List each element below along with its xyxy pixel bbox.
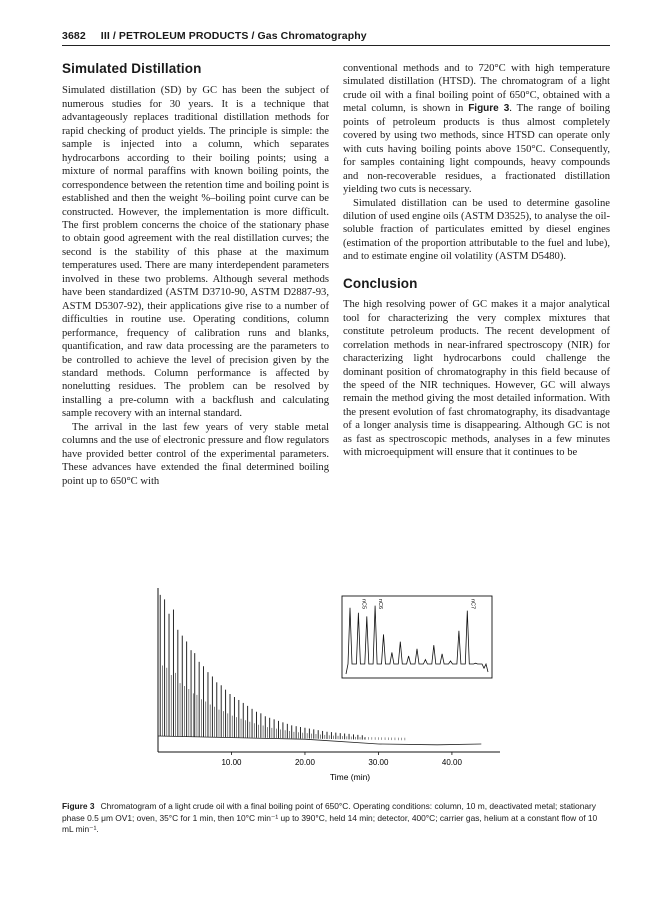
paragraph: The high resolving power of GC makes it a major analytical tool for characterizing the very complex mixtures that constitute petroleum products. The recent development of correlation methods in near-infrared spectroscopy (NIR) for characterizing light hydrocarbons could challenge the dominant position of chromatography in this field because of the speed of the NIR techniques. However, GC will always remain the method giving the most detailed information. With the present evolution of fast chromatography, its disadvantage of a longer analysis time is disappearing. Although GC is not as fast as spectroscopic methods, analyses in a few minutes with microequipment will ensure that it continues to be (343, 299, 610, 459)
x-tick-label: 30.00 (368, 758, 389, 767)
figure-reference-link[interactable]: Figure 3 (468, 103, 510, 115)
section-heading-conclusion: Conclusion (343, 275, 418, 291)
paragraph: Simulated distillation (SD) by GC has been the subject of numerous studies for 30 years. It is a technique that advantageously replaces traditional distillation methods for rapid checking of product yields. The principle is simple: the sample is injected into a column, which separates hydrocarbons according to their boiling points; using a mixture of normal paraffins with known boiling points, the correspondence between the retention time and boiling point is established and then the weight %–boiling point curve can be constructed. However, the implementation is more difficult. The first problem concerns the choice of the stationary phase to obtain good agreement with the real distillation curves; the second is the stability of this phase at the maximum temperatures used. There are many interdependent parameters involved in these two problems. Although several methods have been standardized (ASTM D3710-90, ASTM D2887-93, ASTM D5307-92), their applications give rise to a number of difficulties in routine use. Operating conditions, column performance, frequency of calibration runs and blanks, quantification, and raw data processing are the parameters to be controlled to achieve the level of precision given by the standard methods. Column performance is affected by nonelutting residues. The problem can be resolved by installing a pre-column with a backflush and calculating sample recovery with an internal standard. (62, 85, 329, 420)
chart-inset (342, 596, 492, 678)
caption-label: Figure 3 (62, 801, 95, 811)
figure-caption (62, 801, 610, 836)
x-axis-label: Time (min) (329, 772, 371, 782)
page-number: 3682 (62, 30, 86, 42)
baseline-trace (158, 736, 481, 745)
inset-peak-label: nC5 (360, 599, 367, 610)
x-tick-label: 20.00 (294, 758, 315, 767)
left-column (62, 62, 329, 488)
paragraph: Simulated distillation can be used to determine gasoline dilution of used engine oils (ASTM D3525), to analyse the oil-soluble fraction of particulates emitted by diesel engines (estimation of the proportion attributable to the fuel and lube), and to estimate engine oil volatility (ASTM D5480). (343, 197, 610, 263)
inset-peak-label: nC7 (469, 599, 476, 610)
inset-peak-label: nC6 (377, 599, 384, 610)
right-column (343, 62, 610, 460)
paragraph: The arrival in the last few years of very stable metal columns and the use of electronic pressure and flow regulators have provided better control of the experimental parameters. These advances have extended the final determined boiling point up to 650°C with (62, 421, 329, 487)
chromatogram-figure (150, 584, 510, 784)
section-title: III / PETROLEUM PRODUCTS / Gas Chromatography (100, 30, 367, 42)
paragraph: conventional methods and to 720°C with high temperature simulated distillation (HTSD). The chromatogram of a light crude oil with a final boiling point of 650°C, obtained with a metal column, is shown in Figure 3. The range of boiling points of petroleum products is thus almost completely covered by using two methods, since HTSD can operate only with cuts having boiling points above 150°C. Consequently, for samples containing light compounds, heavy compounds and non-recoverable residues, a fractionated distillation yielding two cuts is necessary. (343, 63, 610, 196)
header-rule (62, 45, 610, 46)
x-tick-label: 10.00 (221, 758, 242, 767)
section-heading-simulated-distillation: Simulated Distillation (62, 61, 202, 76)
caption-text: Chromatogram of a light crude oil with a final boiling point of 650°C. Operating conditions: column, 10 m, deactivated metal; stationary phase 0.5 μm OV1; oven, 35°C for 1 min, then 10°C min⁻¹ up to 390°C, held 14 min; detector, 400°C; carrier gas, helium at a constant flow of 10 mL min⁻¹. (62, 801, 598, 835)
chromatogram-chart (150, 584, 510, 784)
x-tick-label: 40.00 (441, 758, 462, 767)
chart-ticks (221, 752, 462, 767)
running-header (62, 30, 610, 42)
